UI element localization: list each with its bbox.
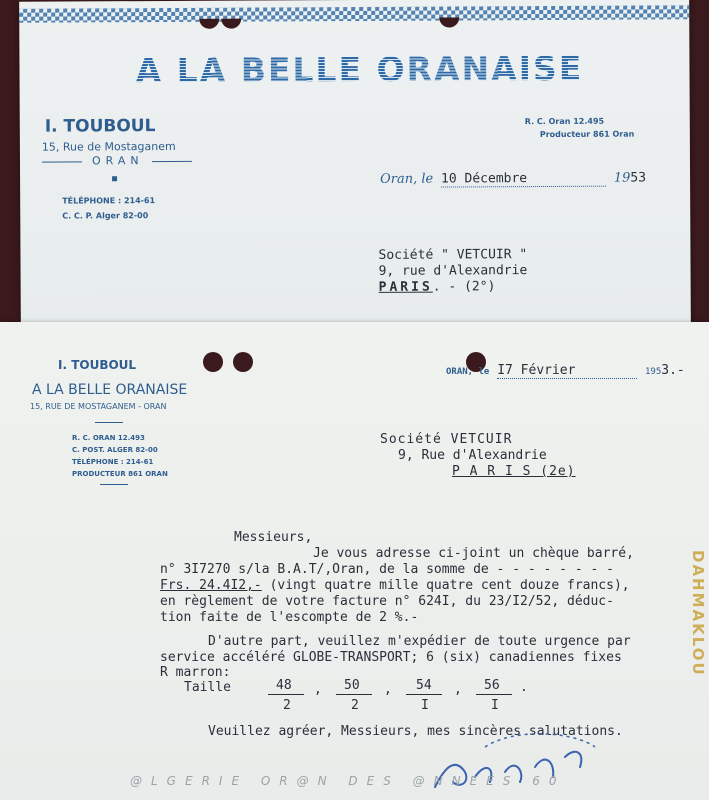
body-line: R marron:: [160, 665, 231, 680]
checkered-border: [19, 5, 689, 23]
size-qty: 2: [283, 698, 291, 713]
size-qty: I: [491, 698, 499, 713]
body-line: en règlement de votre facture n° 624I, du 23/I2/52, déduc-: [160, 594, 614, 609]
size-value: 48: [276, 678, 292, 693]
signature: [425, 727, 605, 800]
rc-number: R. C. Oran 12.495: [524, 116, 605, 127]
size-separator: ,: [454, 682, 462, 697]
punch-hole: [439, 17, 459, 27]
producer-number: Producteur 861 Oran: [539, 129, 635, 140]
watermark-vertical: DAHMAKLOU: [689, 550, 707, 677]
body-line: D'autre part, veuillez m'expédier de toute urgence par: [208, 634, 631, 649]
producer-number: PRODUCTEUR 861 ORAN: [72, 470, 168, 478]
ccp-number: C. C. P. Alger 82-00: [62, 211, 149, 221]
punch-hole: [199, 19, 219, 29]
letter-date: Oran, le 10 Décembre 1953: [380, 170, 647, 187]
size-separator: ,: [314, 682, 322, 697]
recipient-street: 9, rue d'Alexandrie: [378, 263, 528, 279]
size-label: Taille: [184, 680, 231, 695]
size-qty: 2: [351, 698, 359, 713]
recipient-city: P A R I S (2e): [452, 464, 576, 479]
recipient-street: 9, Rue d'Alexandrie: [398, 448, 547, 463]
city-name: ORAN: [91, 154, 144, 168]
recipient-name: Société VETCUIR: [380, 432, 513, 447]
body-line: Je vous adresse ci-joint un chèque barré,: [313, 546, 634, 561]
body-line: n° 3I7270 s/la B.A.T/,Oran, de la somme de - - - - - - - -: [160, 562, 614, 577]
size-value: 56: [484, 678, 500, 693]
company-title: A LA BELLE ORANAISE: [109, 49, 609, 91]
phone-number: TÉLÉPHONE : 214-61: [62, 196, 156, 206]
salutation: Messieurs,: [234, 530, 313, 545]
cpost-number: C. POST. ALGER 82-00: [72, 446, 158, 454]
size-separator: .: [520, 680, 528, 695]
letter-bottom: [0, 322, 709, 800]
body-line: tion faite de l'escompte de 2 %.-: [160, 610, 419, 625]
body-line: Frs. 24.4I2,- (vingt quatre mille quatre cent douze francs),: [160, 578, 630, 593]
watermark-bottom: @LGERIE OR@N DES @NNEES 60: [130, 774, 566, 788]
letter-date: ORAN, le I7 Février 1953.-: [446, 363, 685, 378]
bullet-mark: [112, 176, 117, 181]
closing-line: Veuillez agréer, Messieurs, mes sincères salutations.: [208, 724, 623, 739]
owner-name: I. TOUBOUL: [44, 116, 156, 137]
phone-number: TÉLÉPHONE : 214-61: [72, 458, 154, 466]
body-line: service accéléré GLOBE-TRANSPORT; 6 (six) canadiennes fixes: [160, 650, 622, 665]
business-name: A LA BELLE ORANAISE: [32, 382, 188, 398]
letterhead-top: [19, 0, 691, 332]
recipient-name: Société " VETCUIR ": [378, 247, 528, 263]
business-address: 15, RUE DE MOSTAGANEM - ORAN: [30, 402, 167, 411]
rc-number: R. C. ORAN 12.493: [72, 434, 145, 442]
size-separator: ,: [384, 682, 392, 697]
size-value: 54: [416, 678, 432, 693]
punch-hole: [221, 19, 241, 29]
size-value: 50: [344, 678, 360, 693]
owner-name: I. TOUBOUL: [58, 358, 137, 372]
recipient-city: PARIS. - (2°): [378, 279, 496, 295]
punch-hole: [233, 352, 253, 372]
street-address: 15, Rue de Mostaganem: [41, 139, 176, 154]
punch-hole: [203, 352, 223, 372]
size-qty: I: [421, 698, 429, 713]
